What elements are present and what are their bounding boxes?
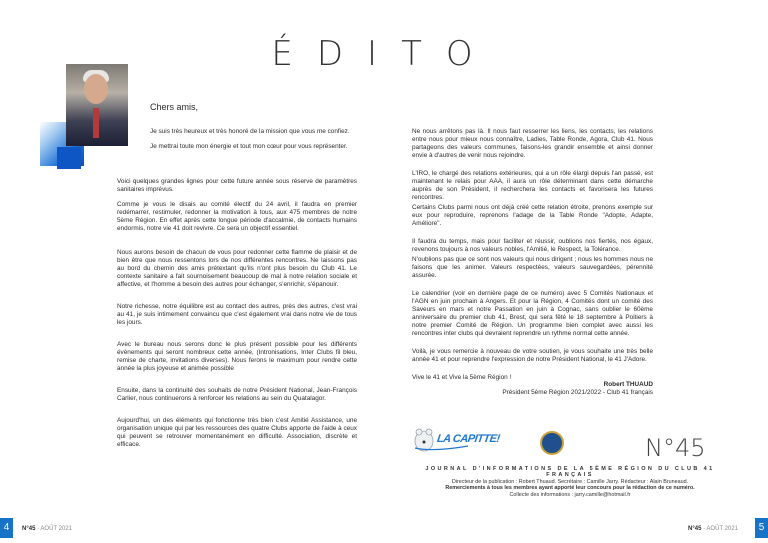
intro-paragraph: Je mettrai toute mon énergie et tout mon cœur pour vous représenter. bbox=[150, 142, 348, 150]
left-column bbox=[117, 178, 357, 455]
page-number-left: 4 bbox=[0, 518, 13, 538]
footer-left bbox=[22, 522, 72, 536]
page-number-right: 5 bbox=[755, 518, 768, 538]
journal-title: JOURNAL D'INFORMATIONS DE LA 5ÈME RÉGION DU CLUB 41 FRANÇAIS bbox=[425, 466, 715, 479]
paragraph: Ensuite, dans la continuité des souhaits de notre Président National, Jean-François Carlier, nous continuerons à renforcer les relations au sein du Quatalagor. bbox=[117, 386, 357, 402]
footer-issue: N°45 bbox=[688, 526, 702, 532]
magazine-logo: LA CAPITTE! bbox=[436, 433, 501, 445]
footer-date: AOÛT 2021 bbox=[706, 526, 738, 532]
footer-date: AOÛT 2021 bbox=[40, 526, 72, 532]
paragraph: L'IRO, le chargé des relations extérieures, qui a un rôle élargi depuis l'an passé, est maintenant le relais pour AAA, il aura un rôle déterminant dans cette démarche auprès de son Président, il recherchera les contacts et favorisera les futures rencontres. bbox=[412, 170, 653, 201]
credits: Directeur de la publication : Robert Thuaud. Secrétaire : Camille Jarry. Rédacteur : Alain Bruneaud. bbox=[451, 478, 689, 485]
decorative-blue-square-small bbox=[57, 147, 81, 169]
paragraph: N'oublions pas que ce sont nos valeurs qui nous dirigent ; nous les hommes nous ne faisons que les animer. Valeurs respectées, valeurs sauvegardées, pérennité assurée. bbox=[412, 256, 653, 279]
paragraph: Notre richesse, notre équilibre est au contact des autres, près des autres, c'est vrai au 41, je suis intimement convaincu que c'est également vrai dans notre vie de tous les jours. bbox=[117, 302, 357, 326]
issue-number: N°45 bbox=[645, 434, 706, 462]
footer-right bbox=[688, 522, 738, 536]
club41-emblem-icon bbox=[540, 431, 564, 455]
footer-sep: · bbox=[37, 526, 40, 532]
paragraph: Voilà, je vous remercie à nouveau de votre soutien, je vous souhaite une très belle année 41 et pour reprendre l'expression de notre Président National, le 41 J'Adore. bbox=[412, 348, 653, 363]
contact: Collecte des informations : jarry.camille@hotmail.fr bbox=[509, 491, 631, 498]
greeting: Chers amis, bbox=[150, 102, 199, 112]
paragraph: Nous aurons besoin de chacun de vous pour redonner cette flamme de plaisir et de bien être que nous ressentons lors de nos différentes rencontres. Ne laissons pas au bord du chemin des amis prétextant qu'ils n'ont plus besoin du Club 41. Le contexte sanitaire a fait sournoisement beaucoup de mal à notre relation sociale et affective, et l'homme a besoin des autres pour échanger, s'enrichir, s'épanouir. bbox=[117, 248, 357, 288]
footer-sep: · bbox=[703, 526, 706, 532]
masthead-text bbox=[412, 466, 728, 498]
intro-text bbox=[150, 128, 393, 157]
paragraph: Comme je vous le disais au comité électif du 24 avril, il faudra en premier redémarrer, restimuler, redonner la motivation à tous, aux 475 membres de notre 5ème Région. En effet après cette longue période d'accalmie, de contacts humains endormis, notre vie 41 doit revivre. Ce sera un objectif essentiel. bbox=[117, 200, 357, 232]
paragraph: Le calendrier (voir en dernière page de ce numéro) avec 5 Comités Nationaux et l'AGN en juin prochain à Angers. Et pour la Région, 4 Comités dont un comité des Saveurs en mars et notre Passation en juin à Cognac, sans oublier le 60ème anniversaire du premier club 41, Brest, qui sera fêté le 18 septembre à Poitiers à notre premier Comité de Région. Un programme bien complet avec aussi les rencontres inter clubs qui devraient reprendre un rythme normal cette année. bbox=[412, 290, 653, 337]
paragraph: Vive le 41 et Vive la 5ème Région ! bbox=[412, 374, 512, 381]
signature bbox=[502, 381, 653, 397]
footer-issue: N°45 bbox=[22, 526, 36, 532]
paragraph: Aujourd'hui, un des éléments qui fonctionne très bien c'est Amitié Assistance, une organisation unique qui par les ressources des quatre Clubs apporte de l'aide à ceux qui peuvent se retrouver momentanément en difficulté. Association, discrète et efficace. bbox=[117, 416, 357, 448]
paragraph: Certains Clubs parmi nous ont déjà créé cette relation étroite, prenons exemple sur eux pour reproduire, reprenons l'adage de la Table Ronde "Adopte, Adapte, Améliore". bbox=[412, 204, 653, 227]
paragraph: Ne nous arrêtons pas là. Il nous faut resserrer les liens, les contacts, les relations entre nous pour mieux nous connaître, Ladies, Table Ronde, Agora, Club 41. Nous partageons des valeurs communes, faisons-les grandir ensemble et ainsi donner envie à d'autres de venir nous rejoindre. bbox=[412, 128, 653, 159]
page-title: ÉDITO bbox=[271, 34, 497, 74]
author-photo bbox=[66, 64, 128, 146]
signature-name: Robert THUAUD bbox=[603, 381, 653, 388]
paragraph: Voici quelques grandes lignes pour cette future année sous réserve de paramètres sanitaires imprévus. bbox=[117, 178, 357, 193]
paragraph: Il faudra du temps, mais pour faciliter et réussir, oublions nos fiertés, nos égaux, revenons toujours à nos valeurs nobles, l'Amitié, le Respect, la Tolérance. bbox=[412, 238, 653, 253]
intro-paragraph: Je suis très heureux et très honoré de la mission que vous me confiez. bbox=[150, 128, 350, 135]
thanks: Remerciements à tous les membres ayant apporté leur concours pour la rédaction de ce numéro. bbox=[445, 485, 695, 492]
paragraph: Avec le bureau nous serons donc le plus présent possible pour les différents évènements qui seront nombreux cette année, (Intronisations, Inter Clubs fil bleu, remise de charte, invitations diverses). Nous ferons le maximum pour rendre cette année la plus joyeuse et animée possible bbox=[117, 340, 357, 372]
signature-role: Président 5ème Région 2021/2022 - Club 41 français bbox=[502, 389, 653, 396]
right-column bbox=[412, 128, 653, 389]
